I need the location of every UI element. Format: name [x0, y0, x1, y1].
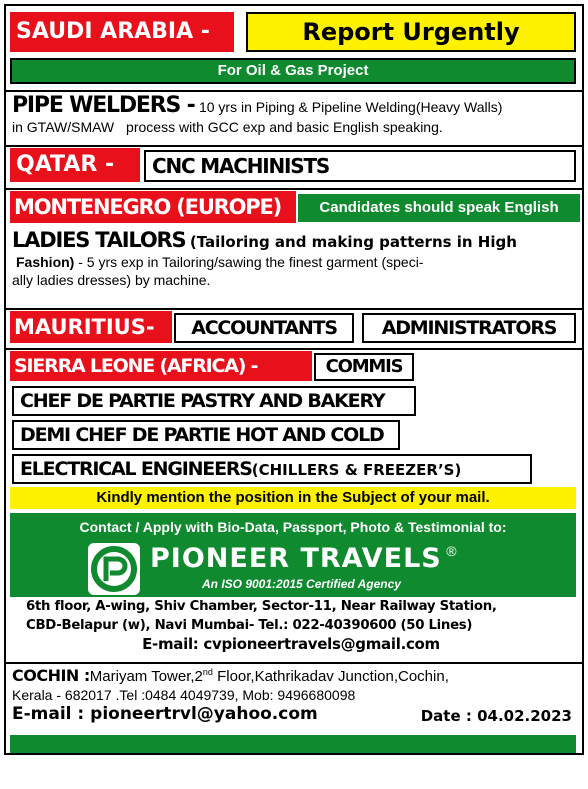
poster-date: Date : 04.02.2023 [420, 707, 572, 725]
accountants-box [174, 313, 354, 343]
chef-pastry-title: CHEF DE PARTIE PASTRY AND BAKERY [20, 390, 385, 412]
pipe-welders-desc2a: in GTAW/SMAW [12, 119, 115, 135]
contact-heading: Contact / Apply with Bio-Data, Passport, Photo & Testimonial to: [79, 519, 507, 535]
pipe-welders-desc2b: process with GCC exp and basic English speaking. [126, 119, 443, 135]
country-montenegro [10, 191, 296, 223]
demi-chef-title: DEMI CHEF DE PARTIE HOT AND COLD [20, 424, 384, 446]
project-text: For Oil & Gas Project [217, 62, 369, 79]
english-note-text: Candidates should speak English [319, 199, 559, 216]
address-line1: 6th floor, A-wing, Shiv Chamber, Sector-11, Near Railway Station, [26, 599, 497, 614]
administrators-box [362, 313, 576, 343]
country-saudi-arabia [10, 12, 234, 52]
divider [6, 90, 582, 92]
ladies-tailors-title: LADIES TAILORS [12, 228, 186, 252]
sierra-country-label: SIERRA LEONE (AFRICA) - [14, 355, 258, 377]
demi-chef-box [12, 420, 400, 450]
pipe-welders-desc1: 10 yrs in Piping & Pipeline Welding(Heavy Walls) [198, 99, 503, 115]
pipe-welders-block [12, 93, 578, 145]
cochin-block [12, 666, 578, 734]
cochin-address1b: Floor,Kathrikadav Junction,Cochin, [212, 668, 449, 685]
cochin-address2: Kerala - 682017 .Tel :0484 4049739, Mob: 9496680098 [12, 687, 356, 703]
footer-text: www.pioneerglobalrecruitment.com | Lic.No.:B/0830/MAH/PER/1000+5/6176/2003 [76, 756, 523, 768]
commis-title: COMMIS [325, 356, 403, 377]
divider [6, 308, 582, 310]
cochin-email[interactable]: E-mail : pioneertrvl@yahoo.com [12, 704, 318, 724]
mauritius-country-label: MAURITIUS- [14, 315, 155, 339]
ladies-tailors-desc2: ally ladies dresses) by machine. [12, 272, 211, 288]
job-poster [4, 4, 584, 768]
contact-email[interactable]: E-mail: cvpioneertravels@gmail.com [142, 635, 440, 653]
divider [6, 662, 582, 664]
divider [6, 145, 582, 147]
english-note-banner [298, 194, 580, 222]
country-mauritius [10, 311, 172, 343]
pipe-welders-title: PIPE WELDERS - [12, 93, 195, 118]
company-logo-block [88, 543, 500, 595]
cochin-address1a: Mariyam Tower,2 [89, 668, 203, 685]
saudi-country-label: SAUDI ARABIA - [16, 19, 210, 44]
country-qatar [10, 148, 140, 182]
report-urgently-banner [246, 12, 576, 52]
ladies-tailors-note: (Tailoring and making patterns in High [189, 233, 517, 251]
iso-certification: An ISO 9001:2015 Certified Agency [202, 577, 401, 591]
notice-banner [10, 487, 576, 509]
company-name: PIONEER TRAVELS [150, 543, 442, 574]
qatar-job-box [144, 150, 576, 182]
cochin-address1-sup: nd [202, 667, 213, 677]
electrical-engineers-box [12, 454, 532, 484]
report-urgently-text: Report Urgently [302, 18, 520, 46]
accountants-title: ACCOUNTANTS [191, 317, 337, 339]
qatar-country-label: QATAR - [16, 152, 115, 177]
country-sierra-leone [10, 351, 312, 381]
contact-panel [10, 513, 576, 653]
cnc-machinists-title: CNC MACHINISTS [152, 154, 330, 178]
commis-box [314, 353, 414, 381]
divider [6, 188, 582, 190]
cochin-label: COCHIN : [12, 666, 90, 685]
administrators-title: ADMINISTRATORS [381, 317, 557, 339]
electrical-engineers-title: ELECTRICAL ENGINEERS [20, 458, 252, 480]
chef-pastry-box [12, 386, 416, 416]
project-banner [10, 58, 576, 84]
ladies-tailors-desc1a: Fashion) [16, 254, 75, 270]
montenegro-country-label: MONTENEGRO (EUROPE) [14, 195, 282, 219]
address-line2: CBD-Belapur (w), Navi Mumbai- Tel.: 022-40390600 (50 Lines) [26, 618, 473, 633]
ladies-tailors-block [12, 228, 578, 304]
divider [6, 348, 582, 350]
pioneer-swirl-logo-icon [88, 543, 140, 595]
notice-text: Kindly mention the position in the Subject of your mail. [96, 489, 490, 506]
ladies-tailors-desc1b: - 5 yrs exp in Tailoring/sawing the finest garment (speci- [78, 254, 424, 270]
electrical-engineers-note: (CHILLERS & FREEZER’S) [251, 461, 462, 479]
registered-mark: ® [446, 543, 457, 559]
footer-bar [10, 735, 576, 768]
